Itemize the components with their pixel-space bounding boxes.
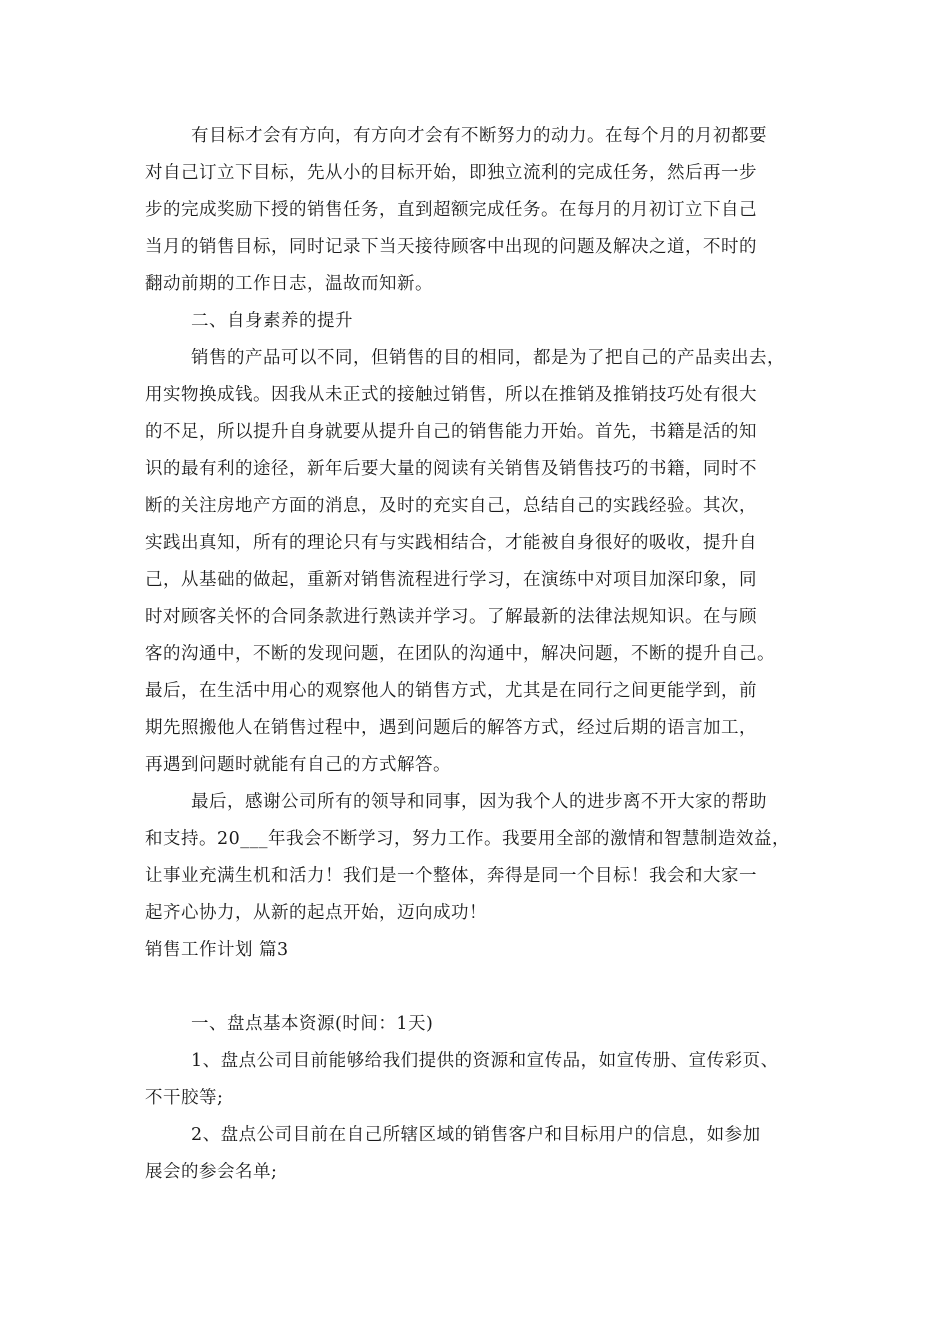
text-line: 销售的产品可以不同，但销售的目的相同，都是为了把自己的产品卖出去， <box>191 348 785 368</box>
text-line: 最后，在生活中用心的观察他人的销售方式，尤其是在同行之间更能学到，前 <box>145 681 757 701</box>
text-line: 展会的参会名单; <box>145 1162 278 1182</box>
text-line: 己，从基础的做起，重新对销售流程进行学习，在演练中对项目加深印象，同 <box>145 570 757 590</box>
paragraph-self-improvement <box>145 340 820 784</box>
text-line: 1、盘点公司目前能够给我们提供的资源和宣传品，如宣传册、宣传彩页、 <box>191 1051 779 1071</box>
text-line: 识的最有利的途径，新年后要大量的阅读有关销售及销售技巧的书籍，同时不 <box>145 459 757 479</box>
paragraph-closing <box>145 784 820 932</box>
text-line: 时对顾客关怀的合同条款进行熟读并学习。了解最新的法律法规知识。在与顾 <box>145 607 757 627</box>
text-line: 期先照搬他人在销售过程中，遇到问题后的解答方式，经过后期的语言加工， <box>145 718 757 738</box>
text-line: 客的沟通中，不断的发现问题，在团队的沟通中，解决问题，不断的提升自己。 <box>145 644 775 664</box>
text-line: 最后，感谢公司所有的领导和同事，因为我个人的进步离不开大家的帮助 <box>191 792 767 812</box>
plan-heading-resources: 一、盘点基本资源(时间：1天) <box>191 1014 434 1034</box>
text-line: 对自己订立下目标，先从小的目标开始，即独立流利的完成任务，然后再一步 <box>145 163 757 183</box>
text-line: 的不足，所以提升自身就要从提升自己的销售能力开始。首先，书籍是活的知 <box>145 422 757 442</box>
text-line: 步的完成奖励下授的销售任务，直到超额完成任务。在每月的月初订立下自己 <box>145 200 757 220</box>
text-line: 2、盘点公司目前在自己所辖区域的销售客户和目标用户的信息，如参加 <box>191 1125 761 1145</box>
document-body <box>145 118 820 1191</box>
text-line: 翻动前期的工作日志，温故而知新。 <box>145 274 433 294</box>
text-line: 让事业充满生机和活力！我们是一个整体，奔得是同一个目标！我会和大家一 <box>145 866 757 886</box>
text-line: 当月的销售目标，同时记录下当天接待顾客中出现的问题及解决之道，不时的 <box>145 237 757 257</box>
section-heading-self-improvement: 二、自身素养的提升 <box>191 311 353 331</box>
text-line: 用实物换成钱。因我从未正式的接触过销售，所以在推销及推销技巧处有很大 <box>145 385 757 405</box>
text-line: 再遇到问题时就能有自己的方式解答。 <box>145 755 451 775</box>
section-title: 销售工作计划 篇3 <box>145 940 289 960</box>
text-line: 实践出真知，所有的理论只有与实践相结合，才能被自身很好的吸收，提升自 <box>145 533 757 553</box>
text-line: 和支持。20___年我会不断学习，努力工作。我要用全部的激情和智慧制造效益， <box>145 829 791 849</box>
list-item <box>145 1043 820 1117</box>
text-line: 起齐心协力，从新的起点开始，迈向成功！ <box>145 903 487 923</box>
blank-line <box>145 969 820 1006</box>
text-line: 断的关注房地产方面的消息，及时的充实自己，总结自己的实践经验。其次， <box>145 496 757 516</box>
text-line: 有目标才会有方向，有方向才会有不断努力的动力。在每个月的月初都要 <box>191 126 767 146</box>
paragraph-goals <box>145 118 820 303</box>
list-item <box>145 1117 820 1191</box>
text-line: 不干胶等; <box>145 1088 224 1108</box>
